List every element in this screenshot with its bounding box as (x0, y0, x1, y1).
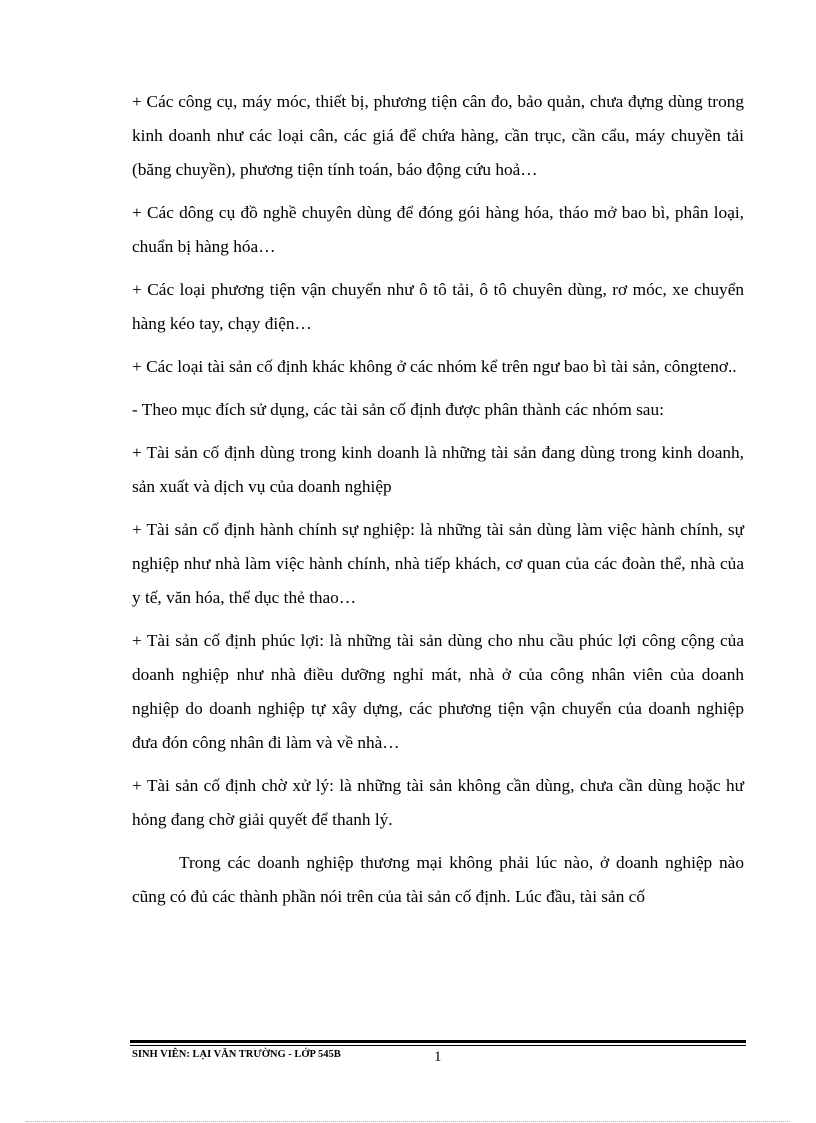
footer-student-info: SINH VIÊN: LẠI VĂN TRƯỜNG - LỚP 545B (132, 1049, 341, 1060)
page-number: 1 (434, 1049, 442, 1065)
paragraph-packaging-tools: + Các dông cụ đồ nghề chuyên dùng để đóng gói hàng hóa, tháo mở bao bì, phân loại, chuẩn bị hàng hóa… (132, 203, 744, 256)
paragraph-pending-assets: + Tài sản cố định chờ xử lý: là những tài sản không cần dùng, chưa cần dùng hoặc hư hỏng đang chờ giải quyết để thanh lý. (132, 776, 744, 829)
paragraph-purpose-classification: - Theo mục đích sử dụng, các tài sản cố định được phân thành các nhóm sau: (132, 400, 664, 419)
paragraph-other-assets: + Các loại tài sản cố định khác không ở các nhóm kể trên ngư bao bì tài sản, côngtenơ.. (132, 357, 737, 376)
page-bottom-border (26, 1121, 790, 1122)
document-body (132, 85, 744, 923)
paragraph-commercial-enterprises: Trong các doanh nghiệp thương mại không phải lúc nào, ở doanh nghiệp nào cũng có đủ các thành phần nói trên của tài sản cố định. Lúc đầu, tài sản cố (132, 853, 744, 906)
footer-divider-thick-line (130, 1040, 746, 1043)
footer-divider-thin-line (130, 1045, 746, 1046)
paragraph-transport-vehicles: + Các loại phương tiện vận chuyển như ô tô tải, ô tô chuyên dùng, rơ móc, xe chuyển hàng kéo tay, chạy điện… (132, 280, 744, 333)
paragraph-administrative-assets: + Tài sản cố định hành chính sự nghiệp: là những tài sản dùng làm việc hành chính, sự nghiệp như nhà làm việc hành chính, nhà tiếp khách, cơ quan của các đoàn thể, nhà của y tế, văn hóa, thể dục thẻ thao… (132, 520, 744, 607)
paragraph-welfare-assets: + Tài sản cố định phúc lợi: là những tài sản dùng cho nhu cầu phúc lợi công cộng của doanh nghiệp như nhà điều dưỡng nghỉ mát, nhà ở của công nhân viên của doanh nghiệp do doanh nghiệp tự xây dựng, các phương tiện vận chuyển của doanh nghiệp đưa đón công nhân đi làm và về nhà… (132, 631, 744, 752)
footer-divider (130, 1040, 746, 1047)
paragraph-tools-equipment: + Các công cụ, máy móc, thiết bị, phương tiện cân đo, bảo quản, chưa đựng dùng trong kinh doanh như các loại cân, các giá để chứa hàng, cần trục, cần cẩu, máy chuyền tải (băng chuyền), phương tiện tính toán, báo động cứu hoả… (132, 92, 744, 179)
paragraph-business-assets: + Tài sản cố định dùng trong kinh doanh là những tài sản đang dùng trong kinh doanh, sản xuất và dịch vụ của doanh nghiệp (132, 443, 744, 496)
